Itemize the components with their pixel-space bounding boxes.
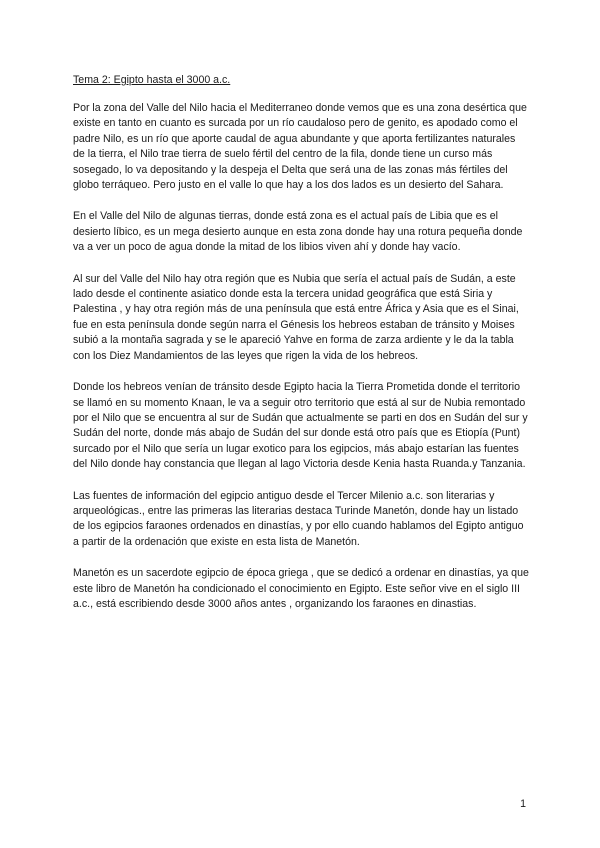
document-title: Tema 2: Egipto hasta el 3000 a.c.	[73, 74, 231, 86]
page-number: 1	[520, 798, 526, 810]
document-body	[73, 73, 529, 628]
paragraph-nubia-sinai: Al sur del Valle del Nilo hay otra región que es Nubia que sería el actual país de Sudán, a este lado desde el continente asiatico donde esta la tercera unidad geográfica que está Siria y Palestina , y hay otra región más de una península que está entre África y Asia que es el Sinai, fue en esta península donde según narra el Génesis los hebreos estaban de tránsito y Moises subió a la montaña sagrada y se le apareció Yahve en forma de zarza ardiente y le da la tabla con los Diez Mandamientos de las leyes que rigen la vida de los hebreos.	[73, 272, 519, 362]
paragraph-maneton: Manetón es un sacerdote egipcio de época griega , que se dedicó a ordenar en dinastías, ya que este libro de Manetón ha condicionado el conocimiento en Egipto. Este señor vive en el siglo III a.c., está escribiendo desde 3000 años antes , organizando los faraones en dinastias.	[73, 567, 529, 610]
paragraph-valle-del-nilo: Por la zona del Valle del Nilo hacia el Mediterraneo donde vemos que es una zona desértica que existe en tanto en cuanto es surcada por un río caudaloso pero de genito, es apodado como el padre Nilo, es un río que aporte caudal de agua abundante y que aporta fertilizantes naturales de la tierra, el Nilo trae tierra de suelo fértil del centro de la fila, donde tiene un curso más sosegado, lo va depositando y la despeja el Delta que será una de las zonas más fértiles del globo terráqueo. Pero justo en el valle lo que hay a los dos lados es un desierto del Sahara.	[73, 102, 527, 192]
paragraph-desierto-libico: En el Valle del Nilo de algunas tierras, donde está zona es el actual país de Libia que es el desierto líbico, es un mega desierto aunque en esta zona donde hay una rotura pequeña donde va a ver un poco de agua donde la mitad de los libios viven ahí y donde hay vacío.	[73, 210, 523, 254]
paragraph-fuentes-informacion: Las fuentes de información del egipcio antiguo desde el Tercer Milenio a.c. son literarias y arqueológicas., entre las primeras las literarias destaca Turinde Manetón, donde hay un listado de los egipcios faraones ordenados en dinastías, y por ello cuando hablamos del Egipto antiguo a partir de la ordenación que existe en esta lista de Manetón.	[73, 489, 524, 548]
paragraph-hebreos-transito: Donde los hebreos venían de tránsito desde Egipto hacia la Tierra Prometida donde el territorio se llamó en su momento Knaan, le va a seguir otro territorio que está al sur de Nubia remontado por el Nilo que se encuentra al sur de Sudán que actualmente se parti en dos en Sudán del sur y Sudán del norte, donde más abajo de Sudán del sur donde está otro país que es Etiopía (Punt) surcado por el Nilo que sería un lugar exotico para los egipcios, más abajo estarían las fuentes del Nilo donde hay constancia que llegan al lago Victoria desde Kenia hasta Ruanda.y Tanzania.	[73, 381, 528, 471]
